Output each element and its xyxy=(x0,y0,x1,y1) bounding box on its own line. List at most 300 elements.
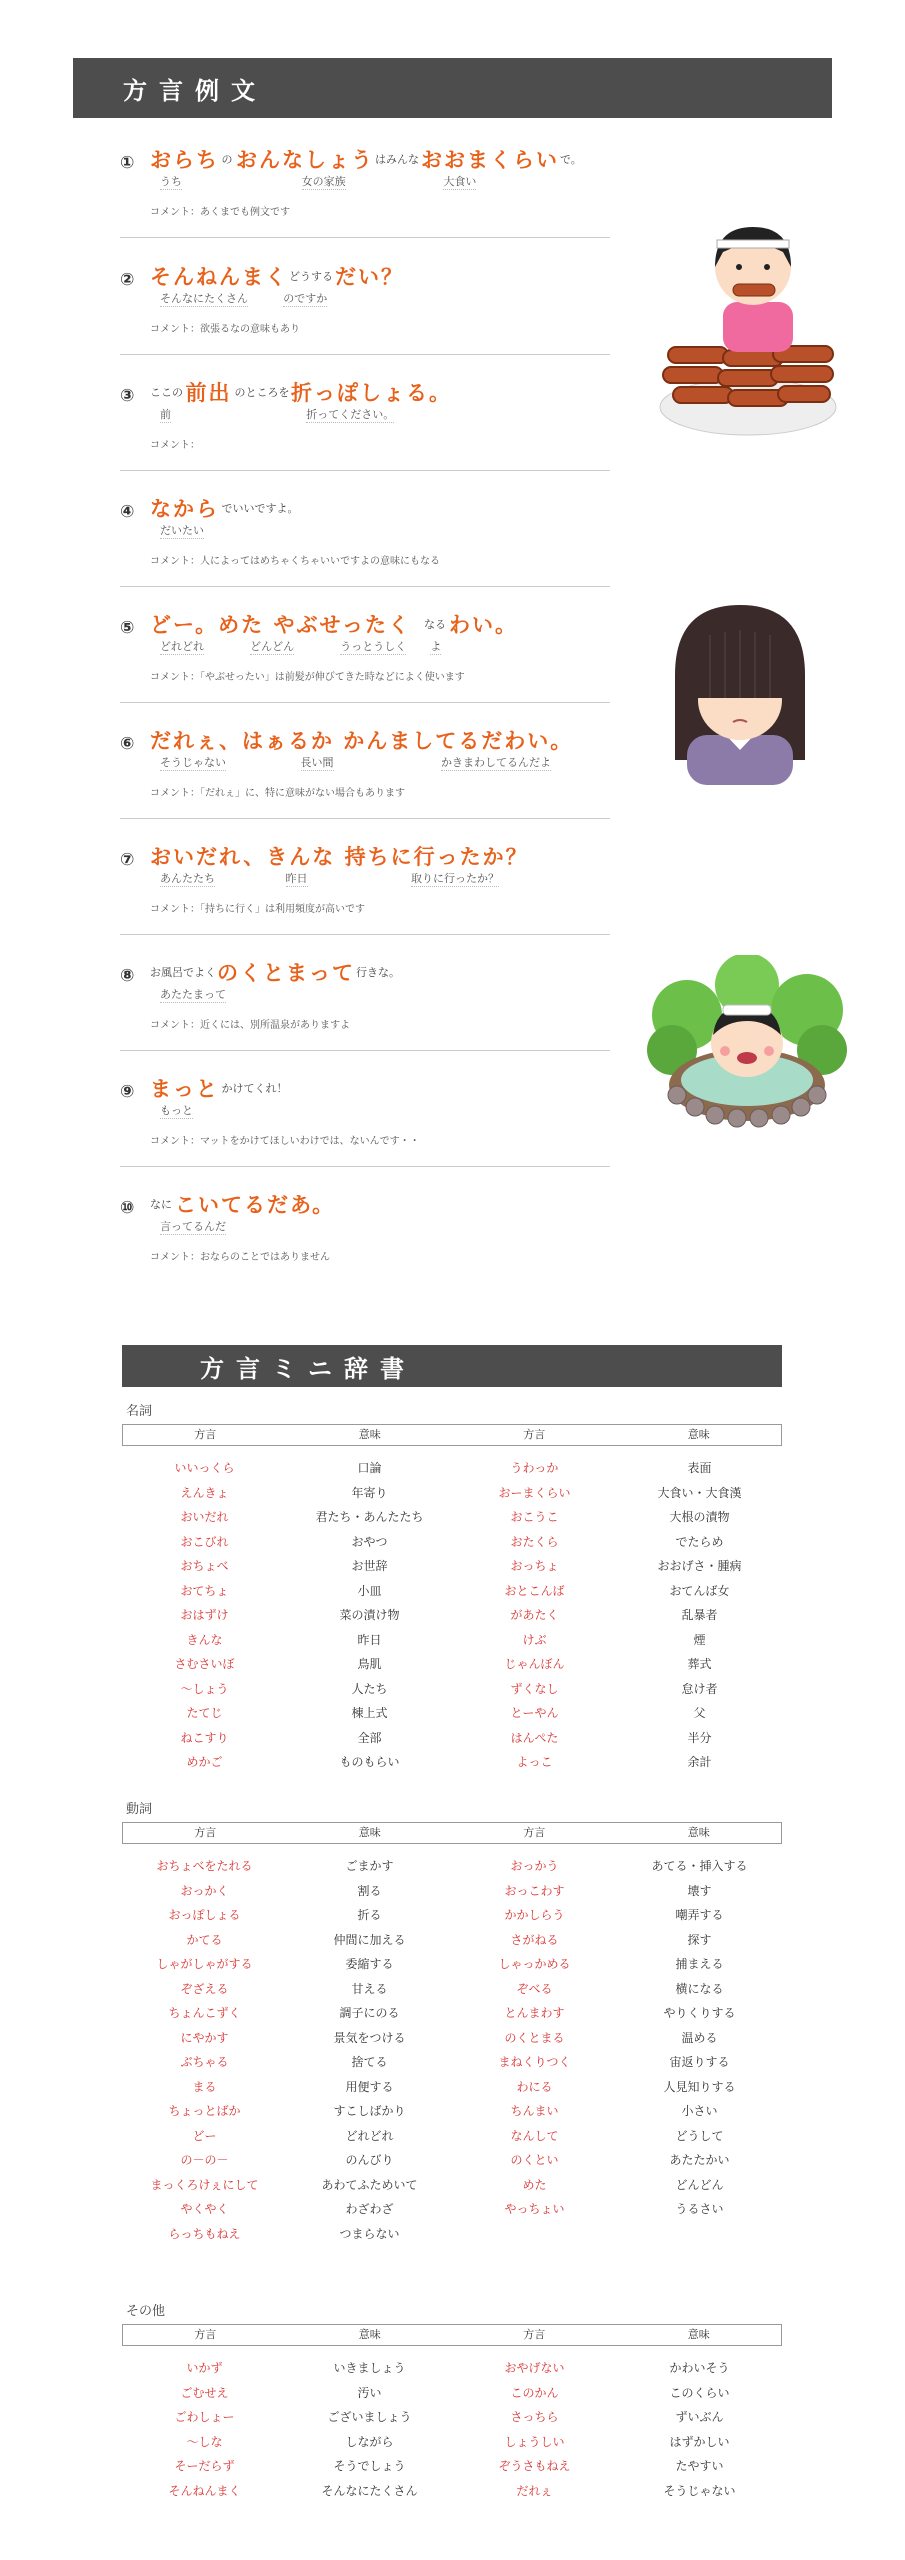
dialect-word: どー xyxy=(192,2128,217,2143)
meaning: あたたかい xyxy=(669,2153,730,2167)
table-row xyxy=(122,1854,782,1879)
dialect-word: しょうしい xyxy=(504,2434,565,2449)
table-row xyxy=(122,1701,782,1726)
meaning: つまらない xyxy=(339,2226,400,2241)
meaning: 調子にのる xyxy=(339,2006,400,2020)
table-row xyxy=(122,1952,782,1977)
example-item xyxy=(120,726,610,799)
table-row xyxy=(122,1505,782,1530)
meaning: 捕まえる xyxy=(675,1957,724,1971)
dialect-word: ごむせえ xyxy=(180,2385,229,2400)
meaning: 煙 xyxy=(693,1632,706,1647)
example-item xyxy=(120,1074,610,1147)
examples-header xyxy=(73,58,832,118)
dialect-word: おとこんば xyxy=(504,1583,565,1598)
example-number: ① xyxy=(120,153,135,173)
column-header: 意味 xyxy=(687,2328,710,2341)
table-header xyxy=(122,2324,782,2346)
examples-title: 方言例文 xyxy=(123,76,267,105)
example-comment: コメント：「持ちに行く」は利用頻度が高いです xyxy=(150,904,365,915)
gloss-text: どんどん xyxy=(250,640,295,653)
table-row xyxy=(122,2124,782,2149)
plain-text: ここの xyxy=(150,386,183,399)
example-number: ② xyxy=(120,270,135,290)
example-comment: コメント：欲張るなの意味もあり xyxy=(150,324,300,335)
dialect-word: おっこわす xyxy=(504,1883,565,1898)
dialect-word: うわっか xyxy=(510,1461,559,1475)
dialect-word: わにる xyxy=(516,2079,553,2094)
dialect-word: おやげない xyxy=(504,2361,565,2375)
table-row xyxy=(122,1928,782,1953)
dialect-word: とんまわす xyxy=(504,2006,565,2020)
meaning: やりくりする xyxy=(663,2006,736,2020)
table-header xyxy=(122,1822,782,1844)
meaning: 汚い xyxy=(357,2385,382,2400)
dialect-phrase: だれぇ、はぁるか かんましてるだわい。 xyxy=(150,729,574,753)
example-number: ⑨ xyxy=(120,1082,135,1102)
divider xyxy=(120,934,610,935)
example-item xyxy=(120,842,610,915)
example-number: ④ xyxy=(120,502,135,522)
table-row xyxy=(122,1628,782,1653)
dialect-word: ちんまい xyxy=(510,2104,559,2118)
meaning: 父 xyxy=(693,1706,706,1720)
gloss-text: よ xyxy=(430,640,442,653)
dialect-word: さがねる xyxy=(510,1932,559,1947)
meaning: そうじゃない xyxy=(663,2483,736,2498)
dialect-word: ぞうさもねえ xyxy=(498,2459,571,2473)
example-number: ⑦ xyxy=(120,850,135,870)
example-item xyxy=(120,494,610,567)
dialect-word: かかしらう xyxy=(504,1908,565,1922)
table-row xyxy=(122,2099,782,2124)
dialect-word: しゃがしゃがする xyxy=(156,1957,253,1971)
dialect-word: おっちょ xyxy=(510,1559,559,1573)
example-sentence xyxy=(120,1190,610,1233)
dialect-word: たてじ xyxy=(186,1706,223,1720)
meaning: 甘える xyxy=(351,1981,388,1996)
dialect-phrase: 折っぽしょる。 xyxy=(291,381,452,405)
example-sentence xyxy=(120,842,610,885)
example-sentence xyxy=(120,145,610,188)
dialect-word: かてる xyxy=(186,1932,223,1947)
table-row xyxy=(122,2026,782,2051)
meaning: 宙返りする xyxy=(669,2055,730,2069)
gloss-text: 女の家族 xyxy=(301,175,346,188)
divider xyxy=(120,818,610,819)
dialect-word: よっこ xyxy=(516,1755,553,1769)
dialect-word: はんぺた xyxy=(510,1730,559,1745)
example-number: ⑩ xyxy=(120,1198,135,1218)
gloss-text: のですか xyxy=(283,292,328,305)
plain-text: どうする xyxy=(289,270,333,283)
meaning: 人見知りする xyxy=(663,2079,736,2094)
example-comment: コメント：あくまでも例文です xyxy=(150,207,290,218)
example-sentence xyxy=(120,378,610,421)
divider xyxy=(120,1166,610,1167)
meaning: おやつ xyxy=(351,1534,388,1549)
dialect-word: ずくなし xyxy=(510,1681,559,1696)
meaning: ごまかす xyxy=(345,1859,394,1873)
meaning: 景気をつける xyxy=(333,2030,406,2045)
dialect-word: ちょっとばか xyxy=(168,2104,241,2118)
gloss-text: 前 xyxy=(160,408,171,421)
meaning: 折る xyxy=(357,1908,382,1922)
dialect-word: おちょべ xyxy=(180,1559,229,1573)
gloss-text: 長い間 xyxy=(300,756,334,769)
table-row xyxy=(122,2001,782,2026)
meaning: お世辞 xyxy=(351,1559,388,1573)
dialect-word: おーまくらい xyxy=(498,1485,571,1500)
table-row xyxy=(122,1554,782,1579)
dialect-word: このかん xyxy=(510,2385,559,2400)
table-row xyxy=(122,2222,782,2247)
plain-text: なる xyxy=(424,618,446,631)
meaning: 捨てる xyxy=(351,2055,388,2069)
dialect-word: まる xyxy=(192,2079,217,2094)
table-row xyxy=(122,2356,782,2381)
dialect-word: のくとまる xyxy=(504,2030,565,2045)
dialect-phrase: どー。めた やぶせったく xyxy=(150,613,412,637)
meaning: たやすい xyxy=(675,2459,724,2473)
divider xyxy=(120,702,610,703)
meaning: そうでしょう xyxy=(333,2459,406,2473)
gloss-text: そうじゃない xyxy=(160,756,226,769)
meaning: 菜の漬け物 xyxy=(339,1608,400,1622)
plain-text: なに xyxy=(150,1198,172,1211)
table-row xyxy=(122,2075,782,2100)
dialect-word xyxy=(452,2222,617,2247)
example-comment: コメント：「だれぇ」に、特に意味がない場合もあります xyxy=(150,788,405,799)
example-sentence xyxy=(120,958,610,1001)
dialect-phrase: こいてるだあ。 xyxy=(175,1193,336,1217)
gloss-text: だいたい xyxy=(160,524,204,537)
meaning: おおげさ・腫病 xyxy=(657,1559,742,1573)
dialect-word: ぶちゃる xyxy=(180,2055,229,2069)
divider xyxy=(120,354,610,355)
dialect-word: じゃんぼん xyxy=(504,1657,565,1671)
dialect-word: おっかう xyxy=(510,1859,559,1873)
table-row xyxy=(122,2148,782,2173)
meaning: このくらい xyxy=(669,2385,730,2400)
dialect-word: いいっくら xyxy=(174,1461,235,1475)
meaning: いきましょう xyxy=(333,2361,406,2375)
dictionary-section-title: その他 xyxy=(126,2304,166,2319)
dialect-word: やくやく xyxy=(180,2202,229,2216)
meaning: 嘲弄する xyxy=(675,1908,724,1922)
meaning: 温める xyxy=(681,2030,718,2045)
meaning: 怠け者 xyxy=(681,1681,718,1696)
meaning: 小さい xyxy=(681,2104,718,2118)
plain-text: でいいですよ。 xyxy=(221,502,299,515)
meaning: 人たち xyxy=(351,1681,388,1696)
dialect-phrase: のくとまって xyxy=(217,961,355,985)
table-row xyxy=(122,1903,782,1928)
dialect-word: きんな xyxy=(186,1632,223,1647)
meaning: 探す xyxy=(687,1932,712,1947)
dialect-word: おっぽしょる xyxy=(168,1908,241,1922)
dialect-word: えんきょ xyxy=(180,1485,229,1500)
column-header: 方言 xyxy=(194,2328,217,2341)
dialect-word: のくとい xyxy=(510,2153,559,2167)
plain-text: 行きな。 xyxy=(356,966,400,979)
dialect-word: まっくろけぇにして xyxy=(150,2177,259,2192)
table-row xyxy=(122,1677,782,1702)
meaning: 君たち・あんたたち xyxy=(315,1510,424,1524)
table-row xyxy=(122,2173,782,2198)
meaning: 口論 xyxy=(357,1461,382,1475)
gloss-text: 昨日 xyxy=(285,872,308,885)
example-item xyxy=(120,145,610,218)
column-header: 方言 xyxy=(194,1428,217,1441)
divider xyxy=(120,586,610,587)
dialect-word: なんして xyxy=(510,2128,559,2143)
meaning: 棟上式 xyxy=(351,1706,388,1720)
dialect-word: おちょべをたれる xyxy=(156,1859,253,1873)
dialect-word: の－の－ xyxy=(180,2153,229,2167)
dialect-word: おこうこ xyxy=(510,1510,559,1524)
dialect-word: ぞべる xyxy=(516,1981,553,1996)
dialect-word: があたく xyxy=(510,1608,559,1622)
dictionary-header xyxy=(122,1345,782,1387)
meaning: 全部 xyxy=(357,1730,382,1745)
dialect-phrase: おおまくらい xyxy=(421,148,559,172)
dictionary-section-title: 動詞 xyxy=(126,1802,153,1817)
dialect-word: けぶ xyxy=(522,1632,547,1647)
gloss-text: うっとうしく xyxy=(340,640,407,653)
divider xyxy=(120,237,610,238)
dialect-word: おてちょ xyxy=(180,1583,229,1598)
gloss-text: どれどれ xyxy=(160,640,204,653)
dialect-word: らっちもねえ xyxy=(168,2226,241,2241)
divider xyxy=(120,1050,610,1051)
column-header: 方言 xyxy=(523,1826,546,1839)
table-row xyxy=(122,1603,782,1628)
dictionary-table xyxy=(122,1822,782,2246)
meaning: 昨日 xyxy=(357,1632,382,1647)
table-header xyxy=(122,1424,782,1446)
dialect-phrase: わい。 xyxy=(449,613,518,637)
example-number: ⑥ xyxy=(120,734,135,754)
dialect-word: おこびれ xyxy=(180,1534,229,1549)
meaning: 表面 xyxy=(687,1461,712,1475)
meaning: 委縮する xyxy=(345,1957,394,1971)
dialect-phrase: まっと xyxy=(150,1077,219,1101)
dialect-word: めた xyxy=(522,2177,547,2192)
dialect-word: ちょんこずく xyxy=(168,2006,241,2020)
example-sentence xyxy=(120,262,610,305)
girl-with-bangs-illustration xyxy=(665,600,815,785)
dialect-word: ぞざえる xyxy=(180,1981,229,1996)
dialect-phrase: おんなしょう xyxy=(236,148,374,172)
meaning: どれどれ xyxy=(345,2128,394,2143)
dialect-word: ごわしょー xyxy=(174,2410,235,2424)
meaning: すこしばかり xyxy=(333,2104,406,2118)
example-sentence xyxy=(120,726,610,769)
meaning: 葬式 xyxy=(687,1657,712,1671)
dialect-phrase: だい？ xyxy=(335,265,404,289)
gloss-text: かきまわしてるんだよ xyxy=(441,756,551,769)
example-comment: コメント： xyxy=(150,440,200,451)
meaning: ございましょう xyxy=(327,2410,412,2424)
gloss-text: 折ってください。 xyxy=(306,408,395,421)
example-number: ⑧ xyxy=(120,966,135,986)
column-header: 意味 xyxy=(358,2328,381,2341)
dialect-phrase: おらち xyxy=(150,148,219,172)
example-item xyxy=(120,378,610,451)
meaning: 半分 xyxy=(687,1730,712,1745)
example-number: ⑤ xyxy=(120,618,135,638)
dialect-word: さっちら xyxy=(510,2410,559,2424)
example-comment: コメント：おならのことではありません xyxy=(150,1252,330,1263)
meaning: 小皿 xyxy=(357,1583,382,1598)
gloss-text: 取りに行ったか？ xyxy=(411,872,499,885)
plain-text: お風呂でよく xyxy=(150,966,216,979)
meaning: あわてふためいて xyxy=(321,2177,418,2192)
gloss-text: 言ってるんだ xyxy=(160,1220,226,1233)
meaning: あてる・挿入する xyxy=(651,1859,748,1873)
table-row xyxy=(122,1456,782,1481)
dialect-phrase: 前出 xyxy=(185,381,232,405)
example-comment: コメント：マットをかけてほしいわけでは、ないんです・・ xyxy=(150,1136,420,1147)
column-header: 意味 xyxy=(358,1826,381,1839)
table-row xyxy=(122,1726,782,1751)
gloss-text: もっと xyxy=(160,1104,193,1117)
table-row xyxy=(122,2430,782,2455)
meaning: 大根の漬物 xyxy=(669,1510,730,1524)
column-header: 意味 xyxy=(687,1428,710,1441)
meaning: うるさい xyxy=(675,2202,724,2216)
column-header: 方言 xyxy=(523,2328,546,2341)
table-row xyxy=(122,1481,782,1506)
onsen-bather-illustration xyxy=(647,955,847,1135)
meaning: 鳥肌 xyxy=(357,1657,382,1671)
example-item xyxy=(120,262,610,335)
meaning: 仲間に加える xyxy=(333,1932,406,1947)
meaning: 乱暴者 xyxy=(681,1608,718,1622)
divider xyxy=(120,470,610,471)
dictionary-table xyxy=(122,2324,782,2503)
dialect-phrase: おいだれ、きんな 持ちに行ったか？ xyxy=(150,845,529,869)
meaning: おてんば女 xyxy=(669,1583,730,1598)
dictionary-section-title: 名詞 xyxy=(126,1404,153,1419)
meaning: 横になる xyxy=(675,1981,724,1996)
dialect-word: やっちょい xyxy=(504,2202,565,2216)
meaning: はずかしい xyxy=(669,2434,730,2449)
example-sentence xyxy=(120,610,610,653)
table-row xyxy=(122,2050,782,2075)
example-item xyxy=(120,1190,610,1263)
dialect-word: そんねんまく xyxy=(168,2483,241,2498)
dialect-word: とーやん xyxy=(510,1706,559,1720)
column-header: 方言 xyxy=(194,1826,217,1839)
dialect-word: めかご xyxy=(186,1755,223,1769)
table-row xyxy=(122,1530,782,1555)
dialect-word: ～しな xyxy=(186,2434,223,2449)
dictionary-table xyxy=(122,1424,782,1775)
gloss-text: 大食い xyxy=(443,175,477,188)
meaning: でたらめ xyxy=(675,1534,724,1549)
meaning: 大食い・大食漢 xyxy=(657,1485,742,1500)
plain-text: はみんな xyxy=(375,153,419,166)
meaning: ずいぶん xyxy=(675,2410,724,2424)
meaning: 余計 xyxy=(687,1755,712,1769)
meaning: どうして xyxy=(675,2128,724,2143)
dictionary-title: 方言ミニ辞書 xyxy=(200,1354,416,1383)
table-row xyxy=(122,1652,782,1677)
meaning: かわいそう xyxy=(669,2361,730,2375)
meaning: 用便する xyxy=(345,2079,394,2094)
plain-text: かけてくれ！ xyxy=(221,1082,288,1095)
gloss-text: うち xyxy=(160,175,182,188)
dialect-word: だれぇ xyxy=(516,2483,553,2498)
table-row xyxy=(122,2197,782,2222)
meaning: のんびり xyxy=(345,2153,394,2167)
meaning: 年寄り xyxy=(351,1485,388,1500)
dialect-word: さむさいぼ xyxy=(174,1657,235,1671)
example-item xyxy=(120,610,610,683)
gloss-text: あたたまって xyxy=(160,988,226,1001)
example-sentence xyxy=(120,1074,610,1117)
meaning: どんどん xyxy=(675,2177,724,2192)
table-row xyxy=(122,1879,782,1904)
meaning xyxy=(617,2222,782,2247)
dialect-word: おっかく xyxy=(180,1883,229,1898)
example-comment: コメント：「やぶせったい」は前髪が伸びてきた時などによく使います xyxy=(150,672,465,683)
meaning: 割る xyxy=(357,1883,382,1898)
gloss-text: あんたたち xyxy=(160,872,215,885)
dialect-word: にやかす xyxy=(180,2030,229,2045)
dialect-phrase: そんねんまく xyxy=(150,265,288,289)
dialect-word: まねくりつく xyxy=(498,2055,571,2069)
meaning: そんなにたくさん xyxy=(321,2483,418,2498)
example-number: ③ xyxy=(120,386,135,406)
column-header: 意味 xyxy=(687,1826,710,1839)
plain-text: で。 xyxy=(560,153,582,166)
table-row xyxy=(122,2454,782,2479)
column-header: 方言 xyxy=(523,1428,546,1441)
table-row xyxy=(122,2405,782,2430)
dialect-word: しゃっかめる xyxy=(498,1957,571,1971)
example-comment: コメント：近くには、別所温泉がありますよ xyxy=(150,1020,350,1031)
dialect-word: おたくら xyxy=(510,1534,559,1549)
table-row xyxy=(122,1977,782,2002)
plain-text: のところを xyxy=(234,386,290,399)
gloss-text: そんなにたくさん xyxy=(160,292,248,305)
meaning: 壊す xyxy=(687,1883,712,1898)
meaning: わざわざ xyxy=(345,2202,394,2216)
plain-text: の xyxy=(221,153,233,166)
table-row xyxy=(122,1750,782,1775)
sausage-eater-illustration xyxy=(653,212,843,442)
meaning: しながら xyxy=(345,2434,394,2449)
dialect-word: いかず xyxy=(186,2361,223,2375)
dialect-word: おいだれ xyxy=(180,1510,229,1524)
dialect-word: ～しょう xyxy=(180,1681,229,1696)
dialect-word: ねこすり xyxy=(180,1730,229,1745)
dialect-word: おはずけ xyxy=(180,1608,229,1622)
example-sentence xyxy=(120,494,610,537)
table-row xyxy=(122,1579,782,1604)
table-row xyxy=(122,2381,782,2406)
dialect-word: そーだらず xyxy=(174,2459,235,2473)
table-row xyxy=(122,2479,782,2504)
example-comment: コメント：人によってはめちゃくちゃいいですよの意味にもなる xyxy=(150,556,440,567)
meaning: ものもらい xyxy=(339,1755,400,1769)
example-item xyxy=(120,958,610,1031)
column-header: 意味 xyxy=(358,1428,381,1441)
dialect-phrase: なから xyxy=(150,497,219,521)
